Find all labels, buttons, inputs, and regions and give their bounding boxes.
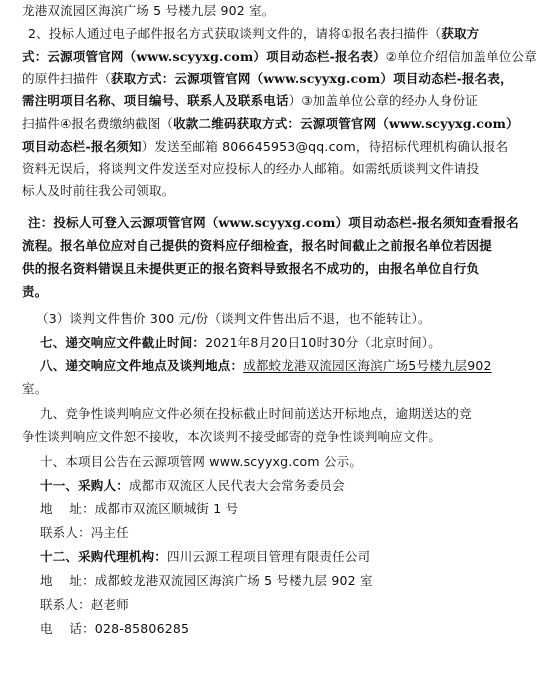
text: 争性谈判响应文件恕不接收，本次谈判不接受邮寄的竞争性谈判响应文件。 [22, 429, 442, 444]
paragraph-line [22, 160, 504, 178]
bold-text: 注：投标人可登入云源项管官网（ [28, 215, 219, 230]
note-paragraph-line [22, 237, 504, 255]
section-heading: 七、递交响应文件截止时间： [40, 335, 206, 350]
bold-text: 项目动态栏-报名须知 [22, 139, 142, 154]
agency-address [40, 572, 522, 590]
bold-text: 获取方式：云源项管官网（ [110, 71, 264, 86]
field-value: 赵老师 [90, 597, 129, 612]
phone-number: 028-85806285 [94, 621, 190, 636]
email-registration-paragraph [28, 25, 510, 43]
paragraph-line [22, 92, 504, 110]
deadline-section [40, 334, 522, 352]
website-link[interactable]: www.scyyxg.com [263, 71, 381, 86]
field-value: 冯主任 [90, 525, 129, 540]
bold-text: ）项目动态栏-报名须知查看报名 [335, 215, 519, 230]
email-text: ）发送至邮箱 806645953@qq.com，待招标代理机构确认报名 [141, 139, 509, 154]
text: 的原件扫描件（ [22, 71, 111, 86]
section-ten [40, 453, 522, 471]
field-label: 联系人： [40, 597, 91, 612]
section-heading: 八、递交响应文件地点及谈判地点： [40, 358, 244, 373]
agency-phone [40, 620, 522, 638]
purchaser-contact [40, 524, 522, 542]
paragraph-line [22, 138, 509, 156]
location-value: 成都蛟龙港双流园区海滨广场5号楼九层902 [243, 358, 492, 373]
paragraph-line [22, 70, 513, 88]
agency-section [40, 548, 522, 566]
text: ②单位介绍信加盖单位公章 [385, 49, 537, 64]
field-label: 电 话： [40, 621, 95, 636]
field-value: 成都蛟龙港双流园区海滨广场 5 号楼九层 902 室 [94, 573, 373, 588]
paragraph-line [22, 182, 504, 200]
bold-text: ）项目动态栏-报名表） [253, 49, 386, 64]
bold-text: ）项目动态栏-报名表， [380, 71, 513, 86]
text: 十、本项目公告在云源项管网 www.scyyxg.com 公示。 [40, 454, 363, 469]
note-paragraph [28, 214, 519, 232]
section-nine-continuation [22, 428, 504, 446]
price-line [36, 310, 518, 328]
text: 龙港双流园区海滨广场 5 号楼九层 902 室。 [22, 3, 275, 18]
bold-text: 获取方 [441, 26, 480, 41]
bold-text: 责。 [22, 284, 48, 299]
bold-text: 供的报名资料错误且未提供更正的报名资料导致报名不成功的，由报名单位自行负 [22, 261, 480, 276]
address-continuation [22, 2, 504, 20]
note-paragraph-line [22, 283, 504, 301]
text: 九、竞争性谈判响应文件必须在投标截止时间前送达开标地点，逾期送达的竞 [40, 406, 472, 421]
deadline-value: 2021年8月20日10时30分（北京时间）。 [205, 335, 441, 350]
location-continuation [22, 380, 504, 398]
bold-text: 收款二维码获取方式：云源项管官网（ [173, 116, 390, 131]
section-heading: 十二、采购代理机构： [40, 549, 168, 564]
text: 标人及时前往我公司领取。 [22, 183, 175, 198]
paragraph-line [22, 115, 519, 133]
text: 资料无误后，将谈判文件发送至对应投标人的经办人邮箱。如需纸质谈判文件请投 [22, 161, 480, 176]
bold-text: 需注明项目名称、项目编号、联系人及联系电话 [22, 93, 289, 108]
section-heading: 十一、采购人： [40, 478, 129, 493]
text: 2、投标人通过电子邮件报名方式获取谈判文件的，请将①报名表扫描件（ [28, 26, 442, 41]
website-link[interactable]: www.scyyxg.com [218, 215, 336, 230]
location-section [40, 357, 522, 375]
text: （3）谈判文件售价 300 元/份（谈判文件售出后不退，也不能转让）。 [36, 311, 431, 326]
website-link[interactable]: www.scyyxg.com [389, 116, 507, 131]
agency-name: 四川云源工程项目管理有限责任公司 [167, 549, 371, 564]
paragraph-line [22, 48, 537, 66]
text: ）③加盖单位公章的经办人身份证 [288, 93, 478, 108]
purchaser-address [40, 500, 522, 518]
bold-text: 流程。报名单位应对自己提供的资料应仔细检查，报名时间截止之前报名单位若因提 [22, 238, 492, 253]
agency-contact [40, 596, 522, 614]
field-value: 成都市双流区顺城街 1 号 [94, 501, 239, 516]
field-label: 地 址： [40, 573, 95, 588]
text: 扫描件④报名费缴纳截图（ [22, 116, 174, 131]
note-paragraph-line [22, 260, 504, 278]
field-label: 联系人： [40, 525, 91, 540]
field-label: 地 址： [40, 501, 95, 516]
website-link[interactable]: www.scyyxg.com [136, 49, 254, 64]
section-nine [40, 405, 522, 423]
bold-text: ） [506, 116, 519, 131]
text: 室。 [22, 381, 48, 396]
bold-text: 式：云源项管官网（ [22, 49, 137, 64]
purchaser-name: 成都市双流区人民代表大会常务委员会 [128, 478, 345, 493]
purchaser-section [40, 477, 522, 495]
